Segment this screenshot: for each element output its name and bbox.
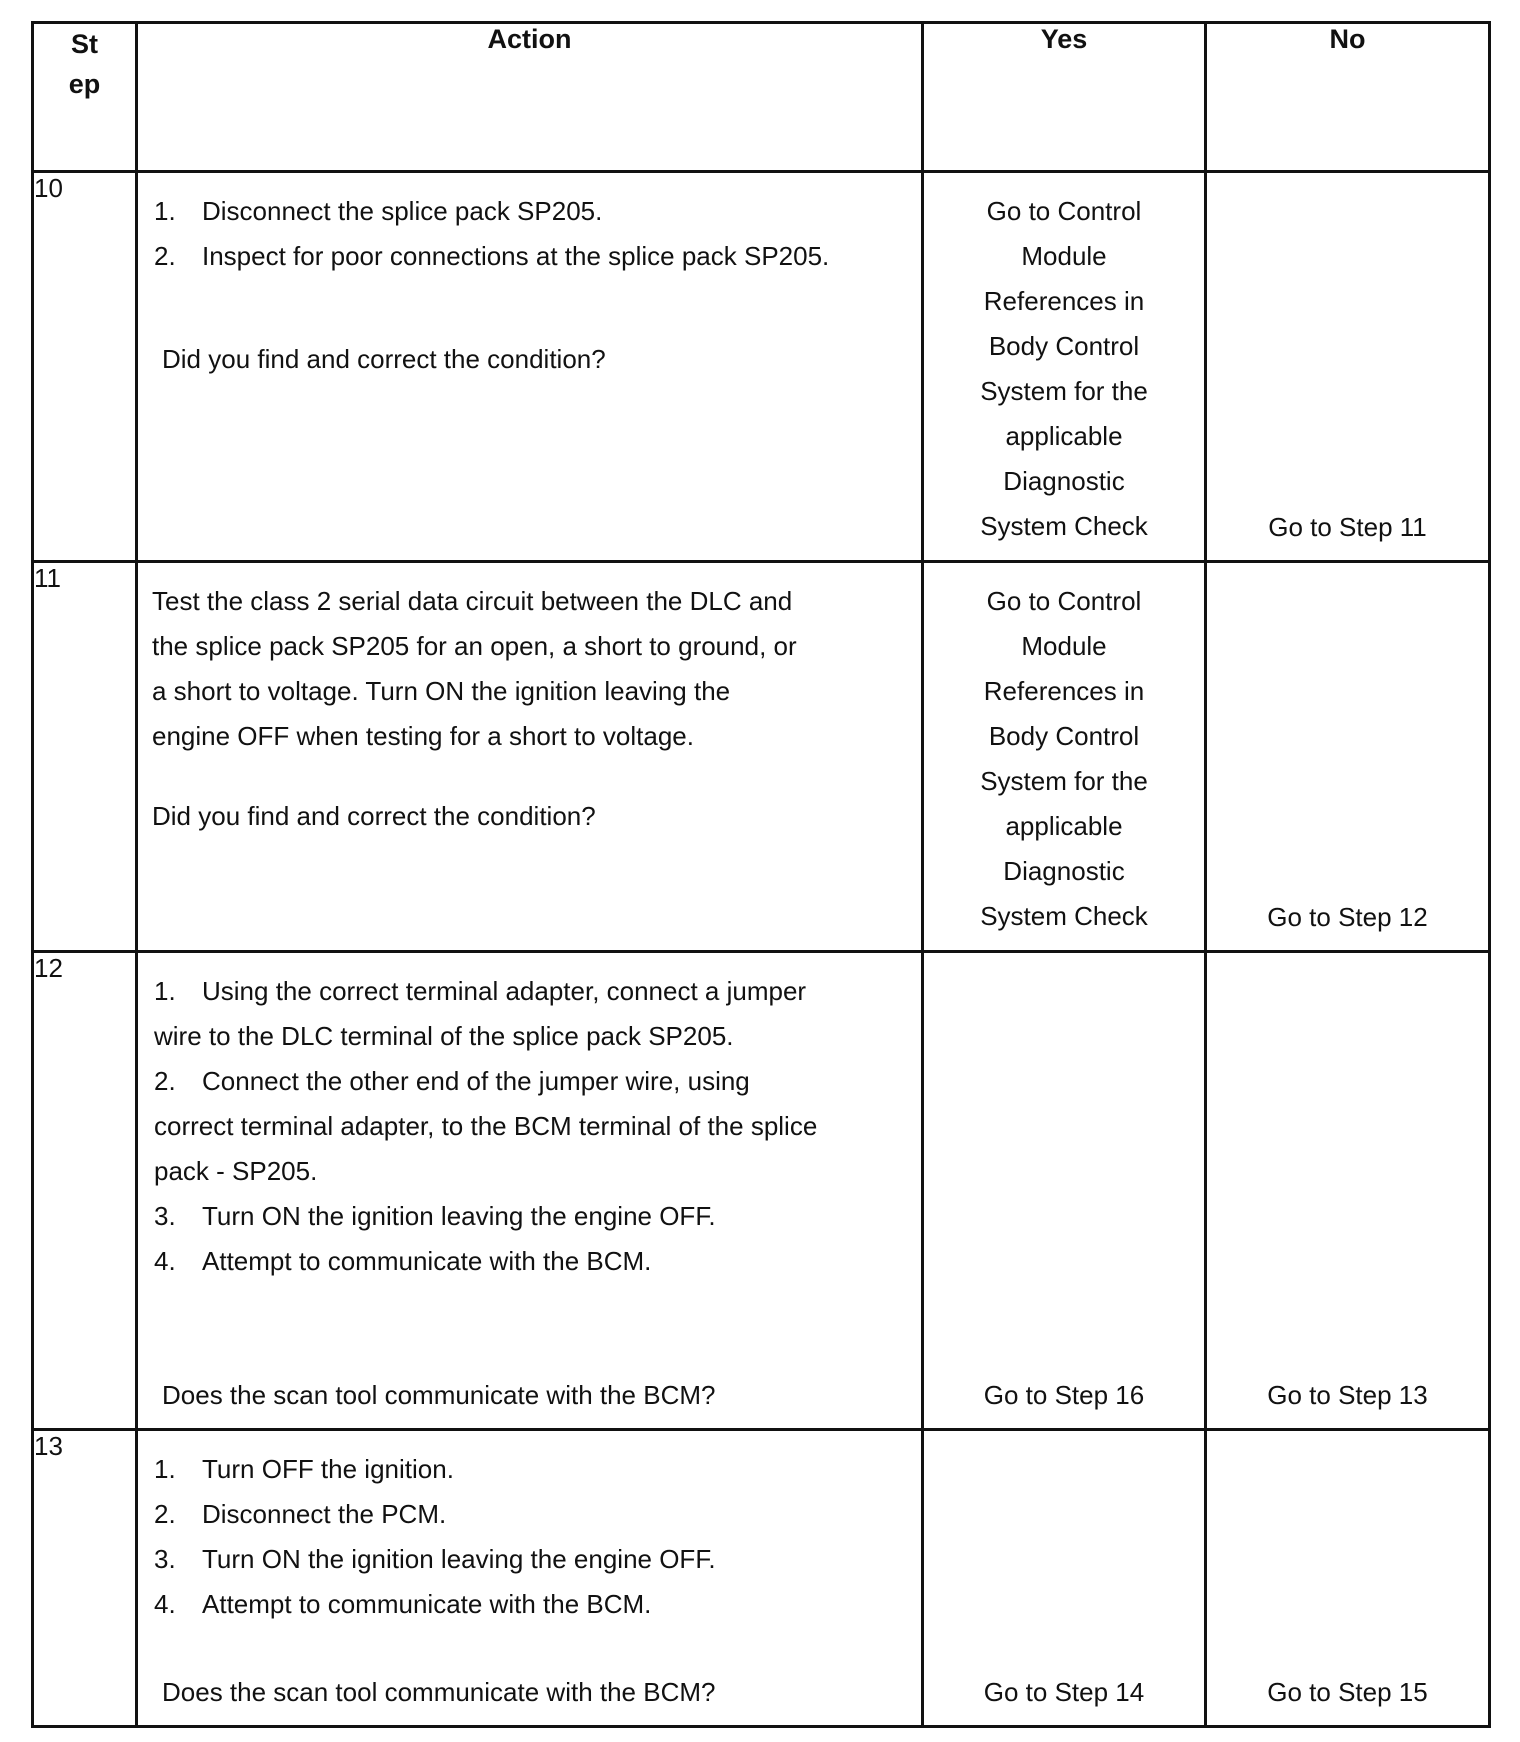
table-row: [33, 172, 1490, 562]
action-cell: [137, 172, 923, 562]
action-text-line: Test the class 2 serial data circuit between the DLC and: [152, 586, 793, 616]
table-row: [33, 1430, 1490, 1727]
list-number: 1.: [154, 976, 176, 1006]
list-text: Turn ON the ignition leaving the engine OFF.: [202, 1544, 716, 1574]
question: Does the scan tool communicate with the BCM?: [162, 1677, 716, 1707]
step-header-line1: St: [71, 29, 98, 59]
no-text: Go to Step 15: [1267, 1677, 1428, 1707]
list-text: Attempt to communicate with the BCM.: [202, 1246, 652, 1276]
no-cell: [1206, 1430, 1490, 1727]
list-item: [154, 1582, 909, 1627]
no-text: Go to Step 12: [1267, 902, 1428, 932]
no-text: Go to Step 13: [1267, 1380, 1428, 1410]
diagnostic-table: [31, 21, 1491, 1728]
yes-line: Go to Control: [986, 196, 1142, 226]
yes-line: Diagnostic: [1003, 856, 1125, 886]
table-row: [33, 952, 1490, 1430]
step-header: [33, 23, 137, 172]
list-text: Connect the other end of the jumper wire, using correct terminal adapter, to the BCM terminal of the splice pack - SP205.: [154, 1066, 818, 1186]
list-text: Disconnect the splice pack SP205.: [202, 196, 603, 226]
action-text-line: engine OFF when testing for a short to voltage.: [152, 721, 694, 751]
list-number: 1.: [154, 196, 176, 226]
list-item: [154, 189, 909, 234]
question: Did you find and correct the condition?: [162, 344, 606, 374]
step-number: 11: [33, 562, 137, 952]
yes-line: System Check: [980, 901, 1148, 931]
question: Does the scan tool communicate with the BCM?: [162, 1380, 716, 1410]
yes-cell: [923, 952, 1206, 1430]
list-number: 3.: [154, 1201, 176, 1231]
yes-line: System for the: [980, 376, 1148, 406]
action-cell: [137, 1430, 923, 1727]
action-text-line: the splice pack SP205 for an open, a short to ground, or: [152, 631, 797, 661]
list-item: [154, 234, 909, 279]
list-item: [154, 1492, 909, 1537]
list-text: Turn ON the ignition leaving the engine OFF.: [202, 1201, 716, 1231]
list-text: Disconnect the PCM.: [202, 1499, 447, 1529]
list-item: [154, 1194, 831, 1239]
yes-line: Body Control: [988, 331, 1140, 361]
list-number: 2.: [154, 1066, 176, 1096]
yes-cell: [923, 1430, 1206, 1727]
no-text: Go to Step 11: [1268, 512, 1427, 542]
yes-line: References in: [983, 286, 1145, 316]
table-row: [33, 562, 1490, 952]
yes-line: Body Control: [988, 721, 1140, 751]
list-item: [154, 1537, 909, 1582]
yes-line: Module: [1021, 241, 1107, 271]
step-number: 12: [33, 952, 137, 1430]
list-number: 2.: [154, 1499, 176, 1529]
list-item: [154, 969, 831, 1059]
action-header: Action: [137, 23, 923, 172]
list-text: Using the correct terminal adapter, connect a jumper wire to the DLC terminal of the splice pack SP205.: [154, 976, 807, 1051]
yes-line: References in: [983, 676, 1145, 706]
yes-line: Diagnostic: [1003, 466, 1125, 496]
yes-cell: [923, 562, 1206, 952]
step-header-line2: ep: [68, 69, 101, 99]
yes-text: Go to Step 16: [983, 1380, 1145, 1410]
no-cell: [1206, 172, 1490, 562]
list-text: Turn OFF the ignition.: [202, 1454, 454, 1484]
yes-line: Module: [1021, 631, 1107, 661]
yes-line: System Check: [980, 511, 1148, 541]
yes-header: Yes: [923, 23, 1206, 172]
list-number: 1.: [154, 1454, 176, 1484]
no-cell: [1206, 952, 1490, 1430]
yes-line: Go to Control: [986, 586, 1142, 616]
yes-cell: [923, 172, 1206, 562]
list-number: 4.: [154, 1589, 176, 1619]
no-cell: [1206, 562, 1490, 952]
list-number: 3.: [154, 1544, 176, 1574]
header-row: [33, 23, 1490, 172]
action-text-line: a short to voltage. Turn ON the ignition leaving the: [152, 676, 731, 706]
list-item: [154, 1059, 831, 1194]
yes-line: System for the: [980, 766, 1148, 796]
yes-line: applicable: [1005, 811, 1123, 841]
step-number: 10: [33, 172, 137, 562]
step-number: 13: [33, 1430, 137, 1727]
action-cell: [137, 562, 923, 952]
list-number: 2.: [154, 241, 176, 271]
list-text: Inspect for poor connections at the splice pack SP205.: [202, 241, 830, 271]
list-number: 4.: [154, 1246, 176, 1276]
list-text: Attempt to communicate with the BCM.: [202, 1589, 652, 1619]
question: Did you find and correct the condition?: [152, 801, 596, 831]
no-header: No: [1206, 23, 1490, 172]
action-cell: [137, 952, 923, 1430]
list-item: [154, 1447, 909, 1492]
yes-text: Go to Step 14: [983, 1677, 1145, 1707]
list-item: [154, 1239, 831, 1284]
yes-line: applicable: [1005, 421, 1123, 451]
